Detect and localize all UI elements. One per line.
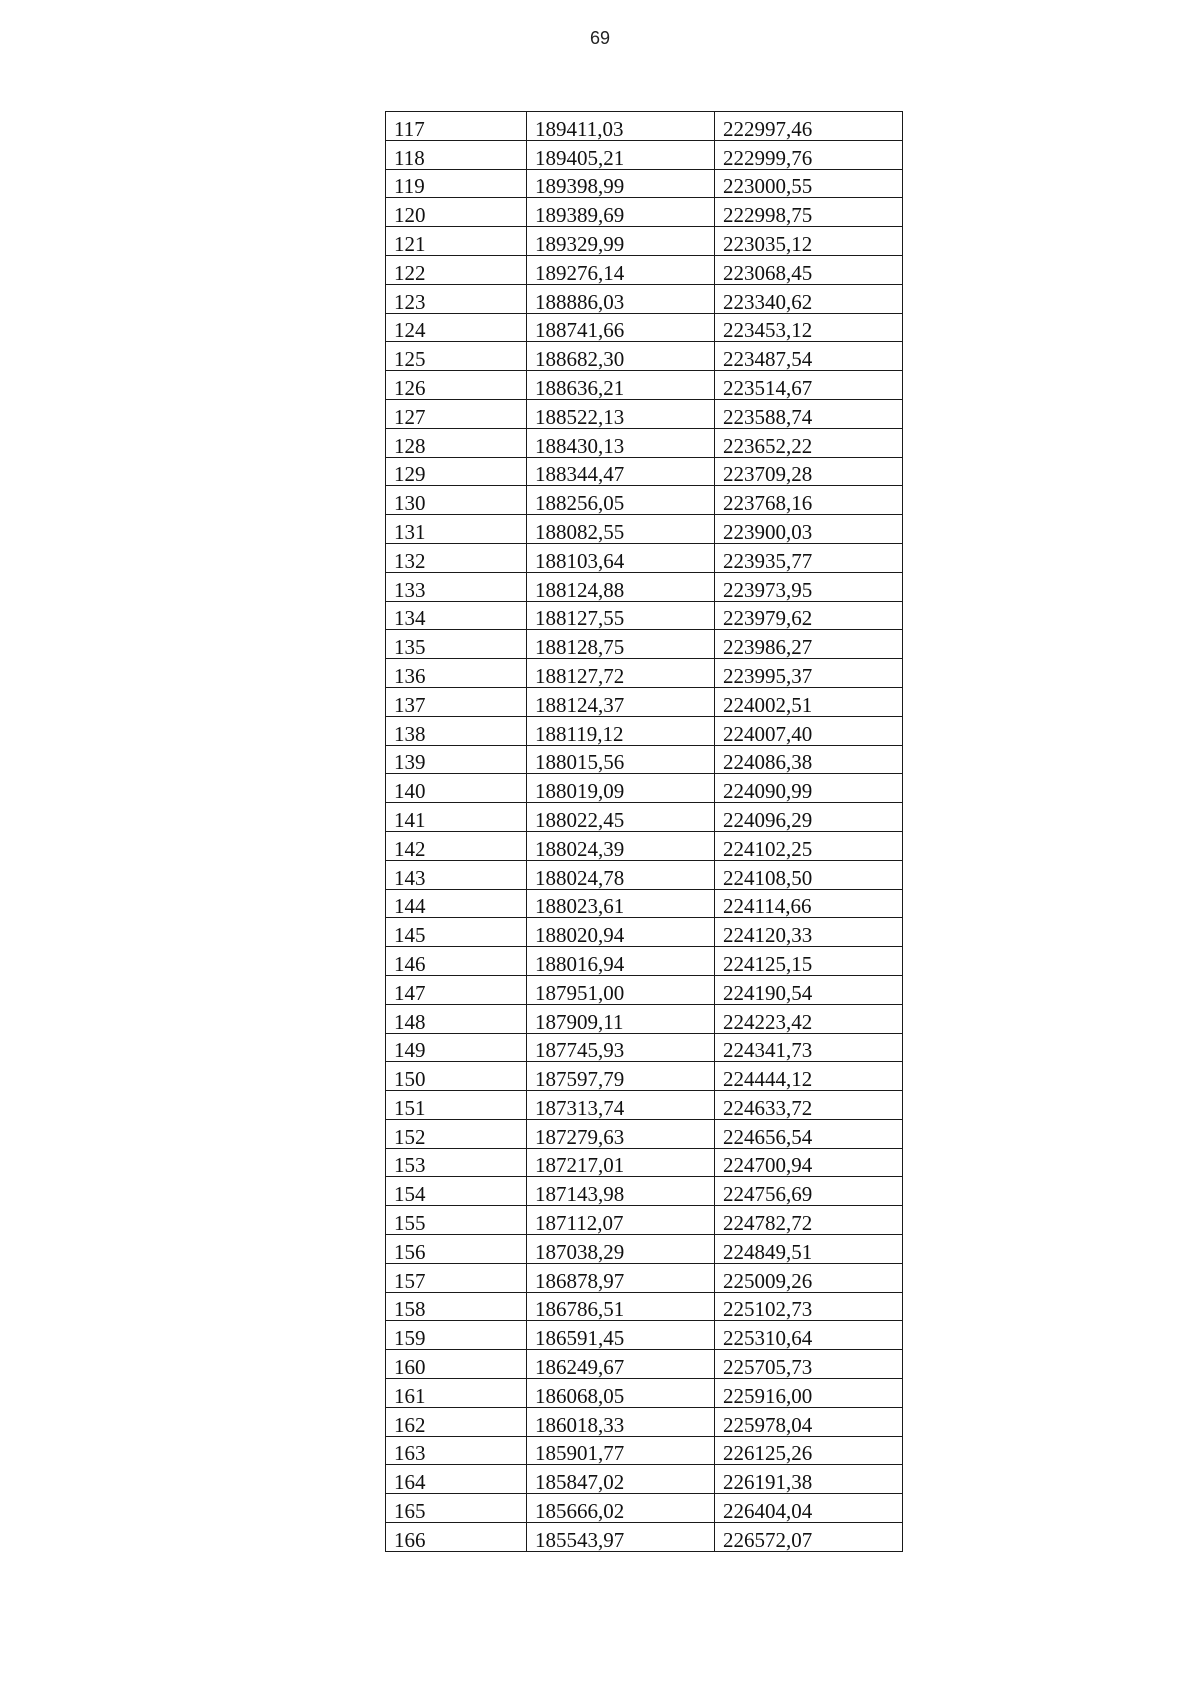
x-coordinate-cell: 188016,94 [527,947,715,976]
x-coordinate-cell: 187597,79 [527,1062,715,1091]
x-coordinate-cell: 188082,55 [527,515,715,544]
table-row [386,112,903,141]
x-coordinate-cell: 187217,01 [527,1148,715,1177]
page-number: 69 [589,28,611,48]
x-coordinate-cell: 188124,88 [527,572,715,601]
table-row [386,831,903,860]
point-number-cell: 161 [386,1379,527,1408]
table-row [386,1523,903,1552]
y-coordinate-cell: 223709,28 [715,457,903,486]
y-coordinate-cell: 223995,37 [715,659,903,688]
x-coordinate-cell: 187143,98 [527,1177,715,1206]
point-number-cell: 124 [386,313,527,342]
table-row [386,169,903,198]
point-number-cell: 155 [386,1206,527,1235]
y-coordinate-cell: 226191,38 [715,1465,903,1494]
y-coordinate-cell: 226125,26 [715,1436,903,1465]
table-row [386,774,903,803]
x-coordinate-cell: 188430,13 [527,428,715,457]
table-row [386,313,903,342]
table-row [386,687,903,716]
point-number-cell: 143 [386,860,527,889]
x-coordinate-cell: 188636,21 [527,371,715,400]
y-coordinate-cell: 223035,12 [715,227,903,256]
x-coordinate-cell: 188023,61 [527,889,715,918]
y-coordinate-cell: 224102,25 [715,831,903,860]
y-coordinate-cell: 223068,45 [715,255,903,284]
x-coordinate-cell: 188741,66 [527,313,715,342]
table-row [386,803,903,832]
table-row [386,1119,903,1148]
y-coordinate-cell: 223979,62 [715,601,903,630]
x-coordinate-cell: 189329,99 [527,227,715,256]
table-row [386,428,903,457]
table-row [386,1062,903,1091]
table-row [386,1465,903,1494]
y-coordinate-cell: 224120,33 [715,918,903,947]
y-coordinate-cell: 223340,62 [715,284,903,313]
x-coordinate-cell: 188124,37 [527,687,715,716]
x-coordinate-cell: 187112,07 [527,1206,715,1235]
table-row [386,486,903,515]
y-coordinate-cell: 223588,74 [715,399,903,428]
x-coordinate-cell: 187313,74 [527,1091,715,1120]
table-row [386,1379,903,1408]
x-coordinate-cell: 188682,30 [527,342,715,371]
y-coordinate-cell: 224090,99 [715,774,903,803]
y-coordinate-cell: 224007,40 [715,716,903,745]
table-row [386,1321,903,1350]
point-number-cell: 139 [386,745,527,774]
x-coordinate-cell: 188103,64 [527,543,715,572]
y-coordinate-cell: 224190,54 [715,975,903,1004]
table-row [386,1407,903,1436]
y-coordinate-cell: 225102,73 [715,1292,903,1321]
y-coordinate-cell: 226404,04 [715,1494,903,1523]
table-row [386,371,903,400]
table-row [386,918,903,947]
x-coordinate-cell: 187951,00 [527,975,715,1004]
x-coordinate-cell: 188119,12 [527,716,715,745]
table-row [386,1177,903,1206]
table-row [386,975,903,1004]
x-coordinate-cell: 186591,45 [527,1321,715,1350]
y-coordinate-cell: 224223,42 [715,1004,903,1033]
table-row [386,342,903,371]
point-number-cell: 135 [386,630,527,659]
table-row [386,399,903,428]
y-coordinate-cell: 222998,75 [715,198,903,227]
x-coordinate-cell: 189389,69 [527,198,715,227]
y-coordinate-cell: 223514,67 [715,371,903,400]
table-row [386,1350,903,1379]
table-row [386,1004,903,1033]
x-coordinate-cell: 185847,02 [527,1465,715,1494]
y-coordinate-cell: 223986,27 [715,630,903,659]
x-coordinate-cell: 185901,77 [527,1436,715,1465]
table-row [386,889,903,918]
point-number-cell: 130 [386,486,527,515]
table-row [386,1033,903,1062]
table-row [386,1494,903,1523]
x-coordinate-cell: 189405,21 [527,140,715,169]
y-coordinate-cell: 225310,64 [715,1321,903,1350]
table-row [386,572,903,601]
x-coordinate-cell: 185666,02 [527,1494,715,1523]
table-row [386,1091,903,1120]
point-number-cell: 163 [386,1436,527,1465]
point-number-cell: 147 [386,975,527,1004]
y-coordinate-cell: 224341,73 [715,1033,903,1062]
y-coordinate-cell: 225009,26 [715,1263,903,1292]
point-number-cell: 164 [386,1465,527,1494]
x-coordinate-cell: 187909,11 [527,1004,715,1033]
x-coordinate-cell: 189276,14 [527,255,715,284]
x-coordinate-cell: 187279,63 [527,1119,715,1148]
point-number-cell: 118 [386,140,527,169]
y-coordinate-cell: 224782,72 [715,1206,903,1235]
point-number-cell: 131 [386,515,527,544]
y-coordinate-cell: 224002,51 [715,687,903,716]
point-number-cell: 154 [386,1177,527,1206]
point-number-cell: 141 [386,803,527,832]
x-coordinate-cell: 186878,97 [527,1263,715,1292]
point-number-cell: 117 [386,112,527,141]
x-coordinate-cell: 188024,78 [527,860,715,889]
point-number-cell: 150 [386,1062,527,1091]
y-coordinate-cell: 224656,54 [715,1119,903,1148]
y-coordinate-cell: 224108,50 [715,860,903,889]
x-coordinate-cell: 187745,93 [527,1033,715,1062]
y-coordinate-cell: 223487,54 [715,342,903,371]
point-number-cell: 133 [386,572,527,601]
x-coordinate-cell: 188256,05 [527,486,715,515]
y-coordinate-cell: 223973,95 [715,572,903,601]
point-number-cell: 119 [386,169,527,198]
point-number-cell: 122 [386,255,527,284]
coordinates-table-body [386,112,903,1552]
point-number-cell: 123 [386,284,527,313]
x-coordinate-cell: 188022,45 [527,803,715,832]
y-coordinate-cell: 224849,51 [715,1235,903,1264]
point-number-cell: 136 [386,659,527,688]
table-row [386,255,903,284]
point-number-cell: 165 [386,1494,527,1523]
point-number-cell: 152 [386,1119,527,1148]
point-number-cell: 157 [386,1263,527,1292]
point-number-cell: 158 [386,1292,527,1321]
table-row [386,457,903,486]
table-row [386,1206,903,1235]
table-row [386,1263,903,1292]
point-number-cell: 129 [386,457,527,486]
x-coordinate-cell: 186068,05 [527,1379,715,1408]
point-number-cell: 138 [386,716,527,745]
y-coordinate-cell: 223453,12 [715,313,903,342]
x-coordinate-cell: 188522,13 [527,399,715,428]
point-number-cell: 153 [386,1148,527,1177]
y-coordinate-cell: 224125,15 [715,947,903,976]
point-number-cell: 121 [386,227,527,256]
table-row [386,1292,903,1321]
y-coordinate-cell: 222999,76 [715,140,903,169]
y-coordinate-cell: 224096,29 [715,803,903,832]
point-number-cell: 125 [386,342,527,371]
point-number-cell: 137 [386,687,527,716]
x-coordinate-cell: 189411,03 [527,112,715,141]
table-row [386,198,903,227]
x-coordinate-cell: 185543,97 [527,1523,715,1552]
point-number-cell: 159 [386,1321,527,1350]
point-number-cell: 134 [386,601,527,630]
point-number-cell: 151 [386,1091,527,1120]
point-number-cell: 144 [386,889,527,918]
y-coordinate-cell: 226572,07 [715,1523,903,1552]
point-number-cell: 128 [386,428,527,457]
point-number-cell: 156 [386,1235,527,1264]
x-coordinate-cell: 188886,03 [527,284,715,313]
table-row [386,630,903,659]
table-row [386,1235,903,1264]
point-number-cell: 148 [386,1004,527,1033]
table-row [386,284,903,313]
point-number-cell: 160 [386,1350,527,1379]
x-coordinate-cell: 188344,47 [527,457,715,486]
x-coordinate-cell: 189398,99 [527,169,715,198]
table-row [386,659,903,688]
y-coordinate-cell: 223900,03 [715,515,903,544]
y-coordinate-cell: 224114,66 [715,889,903,918]
y-coordinate-cell: 225705,73 [715,1350,903,1379]
x-coordinate-cell: 186018,33 [527,1407,715,1436]
x-coordinate-cell: 188024,39 [527,831,715,860]
y-coordinate-cell: 224086,38 [715,745,903,774]
point-number-cell: 126 [386,371,527,400]
table-row [386,1148,903,1177]
point-number-cell: 166 [386,1523,527,1552]
table-row [386,716,903,745]
point-number-cell: 132 [386,543,527,572]
y-coordinate-cell: 225978,04 [715,1407,903,1436]
x-coordinate-cell: 186786,51 [527,1292,715,1321]
point-number-cell: 145 [386,918,527,947]
y-coordinate-cell: 223768,16 [715,486,903,515]
table-row [386,1436,903,1465]
y-coordinate-cell: 223000,55 [715,169,903,198]
x-coordinate-cell: 186249,67 [527,1350,715,1379]
point-number-cell: 146 [386,947,527,976]
y-coordinate-cell: 224444,12 [715,1062,903,1091]
y-coordinate-cell: 224700,94 [715,1148,903,1177]
x-coordinate-cell: 188128,75 [527,630,715,659]
y-coordinate-cell: 225916,00 [715,1379,903,1408]
y-coordinate-cell: 222997,46 [715,112,903,141]
point-number-cell: 120 [386,198,527,227]
point-number-cell: 162 [386,1407,527,1436]
table-row [386,745,903,774]
point-number-cell: 149 [386,1033,527,1062]
table-row [386,140,903,169]
point-number-cell: 142 [386,831,527,860]
x-coordinate-cell: 188127,72 [527,659,715,688]
x-coordinate-cell: 187038,29 [527,1235,715,1264]
y-coordinate-cell: 224633,72 [715,1091,903,1120]
table-row [386,947,903,976]
table-row [386,515,903,544]
point-number-cell: 127 [386,399,527,428]
x-coordinate-cell: 188015,56 [527,745,715,774]
table-row [386,860,903,889]
y-coordinate-cell: 224756,69 [715,1177,903,1206]
point-number-cell: 140 [386,774,527,803]
x-coordinate-cell: 188127,55 [527,601,715,630]
coordinates-table [385,111,903,1552]
table-row [386,601,903,630]
y-coordinate-cell: 223935,77 [715,543,903,572]
table-row [386,543,903,572]
x-coordinate-cell: 188019,09 [527,774,715,803]
table-row [386,227,903,256]
y-coordinate-cell: 223652,22 [715,428,903,457]
x-coordinate-cell: 188020,94 [527,918,715,947]
